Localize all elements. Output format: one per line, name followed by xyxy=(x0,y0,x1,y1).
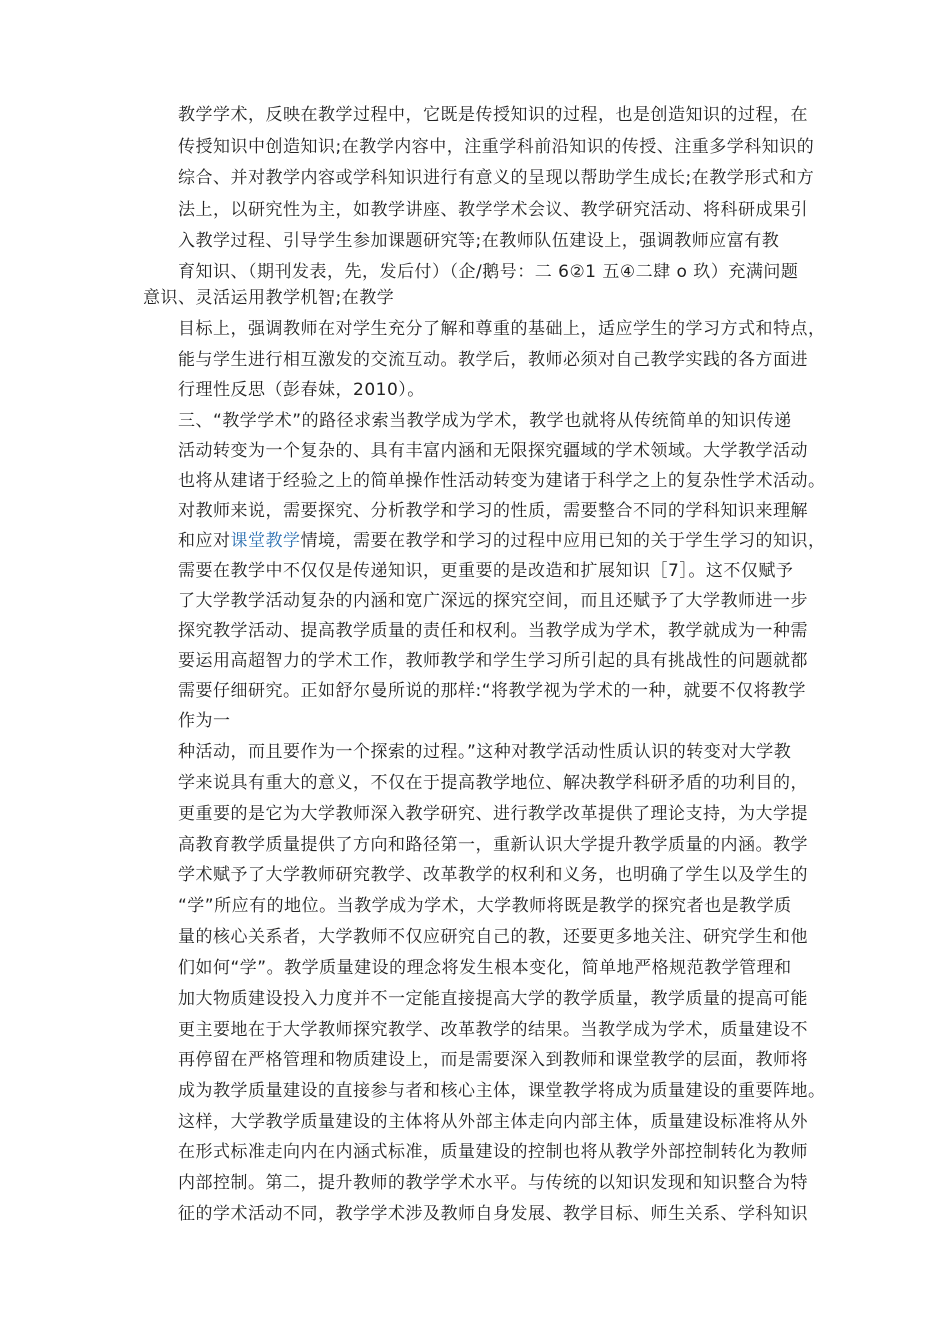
text-line: 内部控制。第二，提升教师的教学学术水平。与传统的以知识发现和知识整合为特 xyxy=(178,1173,808,1193)
text-line: 学来说具有重大的意义，不仅在于提高教学地位、解决教学科研矛盾的功利目的， xyxy=(178,773,808,793)
text-line: 法上，以研究性为主，如教学讲座、教学学术会议、教学研究活动、将科研成果引 xyxy=(178,200,808,220)
text-line: 再停留在严格管理和物质建设上，而是需要深入到教师和课堂教学的层面，教师将 xyxy=(178,1050,808,1070)
text-line: 综合、并对教学内容或学科知识进行有意义的呈现以帮助学生成长;在教学形式和方 xyxy=(178,168,815,188)
text-line: 种活动，而且要作为一个探索的过程。”这种对教学活动性质认识的转变对大学教 xyxy=(178,742,792,762)
text-line: 高教育教学质量提供了方向和路径第一，重新认识大学提升教学质量的内涵。教学 xyxy=(178,835,808,855)
text-line: 量的核心关系者，大学教师不仅应研究自己的教，还要更多地关注、研究学生和他 xyxy=(178,927,808,947)
text-line: 了大学教学活动复杂的内涵和宽广深远的探究空间，而且还赋予了大学教师进一步 xyxy=(178,591,808,611)
text-line: 也将从建诸于经验之上的简单操作性活动转变为建诸于科学之上的复杂性学术活动。 xyxy=(178,471,826,491)
text-line: 对教师来说，需要探究、分析教学和学习的性质，需要整合不同的学科知识来理解 xyxy=(178,501,808,521)
text-line: 成为教学质量建设的直接参与者和核心主体，课堂教学将成为质量建设的重要阵地。 xyxy=(178,1081,826,1101)
text-line: 意识、灵活运用教学机智;在教学 xyxy=(143,288,395,308)
text-line: 在形式标准走向内在内涵式标准，质量建设的控制也将从教学外部控制转化为教师 xyxy=(178,1142,808,1162)
text-line: 目标上，强调教师在对学生充分了解和尊重的基础上，适应学生的学习方式和特点， xyxy=(178,319,826,339)
text-line: “学”所应有的地位。当教学成为学术，大学教师将既是教学的探究者也是教学质 xyxy=(178,896,792,916)
text-line: 活动转变为一个复杂的、具有丰富内涵和无限探究疆域的学术领域。大学教学活动 xyxy=(178,441,808,461)
text-line: 学术赋予了大学教师研究教学、改革教学的权利和义务，也明确了学生以及学生的 xyxy=(178,865,808,885)
text-line: 要运用高超智力的学术工作，教师教学和学生学习所引起的具有挑战性的问题就都 xyxy=(178,651,808,671)
text-line xyxy=(178,530,826,552)
text-line: 三、“教学学术”的路径求索当教学成为学术，教学也就将从传统简单的知识传递 xyxy=(178,411,792,431)
text-line: 传授知识中创造知识;在教学内容中，注重学科前沿知识的传授、注重多学科知识的 xyxy=(178,137,815,157)
text-line: 育知识、（期刊发表，先，发后付）（企/鹅号：二 6②1 五④二肆 o 玖）充满问题 xyxy=(178,262,799,282)
text-line: 入教学过程、引导学生参加课题研究等;在教师队伍建设上，强调教师应富有教 xyxy=(178,231,780,251)
classroom-teaching-link[interactable]: 课堂教学 xyxy=(230,531,301,551)
text-segment: 和应对 xyxy=(178,531,231,551)
text-line: 更主要地在于大学教师探究教学、改革教学的结果。当教学成为学术，质量建设不 xyxy=(178,1020,808,1040)
text-segment: 情境，需要在教学和学习的过程中应用已知的关于学生学习的知识， xyxy=(300,531,826,551)
text-line: 征的学术活动不同，教学学术涉及教师自身发展、教学目标、师生关系、学科知识 xyxy=(178,1204,808,1224)
text-line: 能与学生进行相互激发的交流互动。教学后，教师必须对自己教学实践的各方面进 xyxy=(178,350,808,370)
text-line: 行理性反思（彭春妹，2010）。 xyxy=(178,380,425,400)
text-line: 加大物质建设投入力度并不一定能直接提高大学的教学质量，教学质量的提高可能 xyxy=(178,989,808,1009)
text-line: 教学学术，反映在教学过程中，它既是传授知识的过程，也是创造知识的过程，在 xyxy=(178,105,808,125)
text-line: 需要仔细研究。正如舒尔曼所说的那样:“将教学视为学术的一种，就要不仅将教学 xyxy=(178,681,807,701)
text-line: 这样，大学教学质量建设的主体将从外部主体走向内部主体，质量建设标准将从外 xyxy=(178,1112,808,1132)
text-line: 需要在教学中不仅仅是传递知识，更重要的是改造和扩展知识［7］。这不仅赋予 xyxy=(178,561,794,581)
text-line: 作为一 xyxy=(178,711,231,731)
text-line: 们如何“学”。教学质量建设的理念将发生根本变化，简单地严格规范教学管理和 xyxy=(178,958,792,978)
text-line: 更重要的是它为大学教师深入教学研究、进行教学改革提供了理论支持，为大学提 xyxy=(178,804,808,824)
text-line: 探究教学活动、提高教学质量的责任和权利。当教学成为学术，教学就成为一种需 xyxy=(178,621,808,641)
